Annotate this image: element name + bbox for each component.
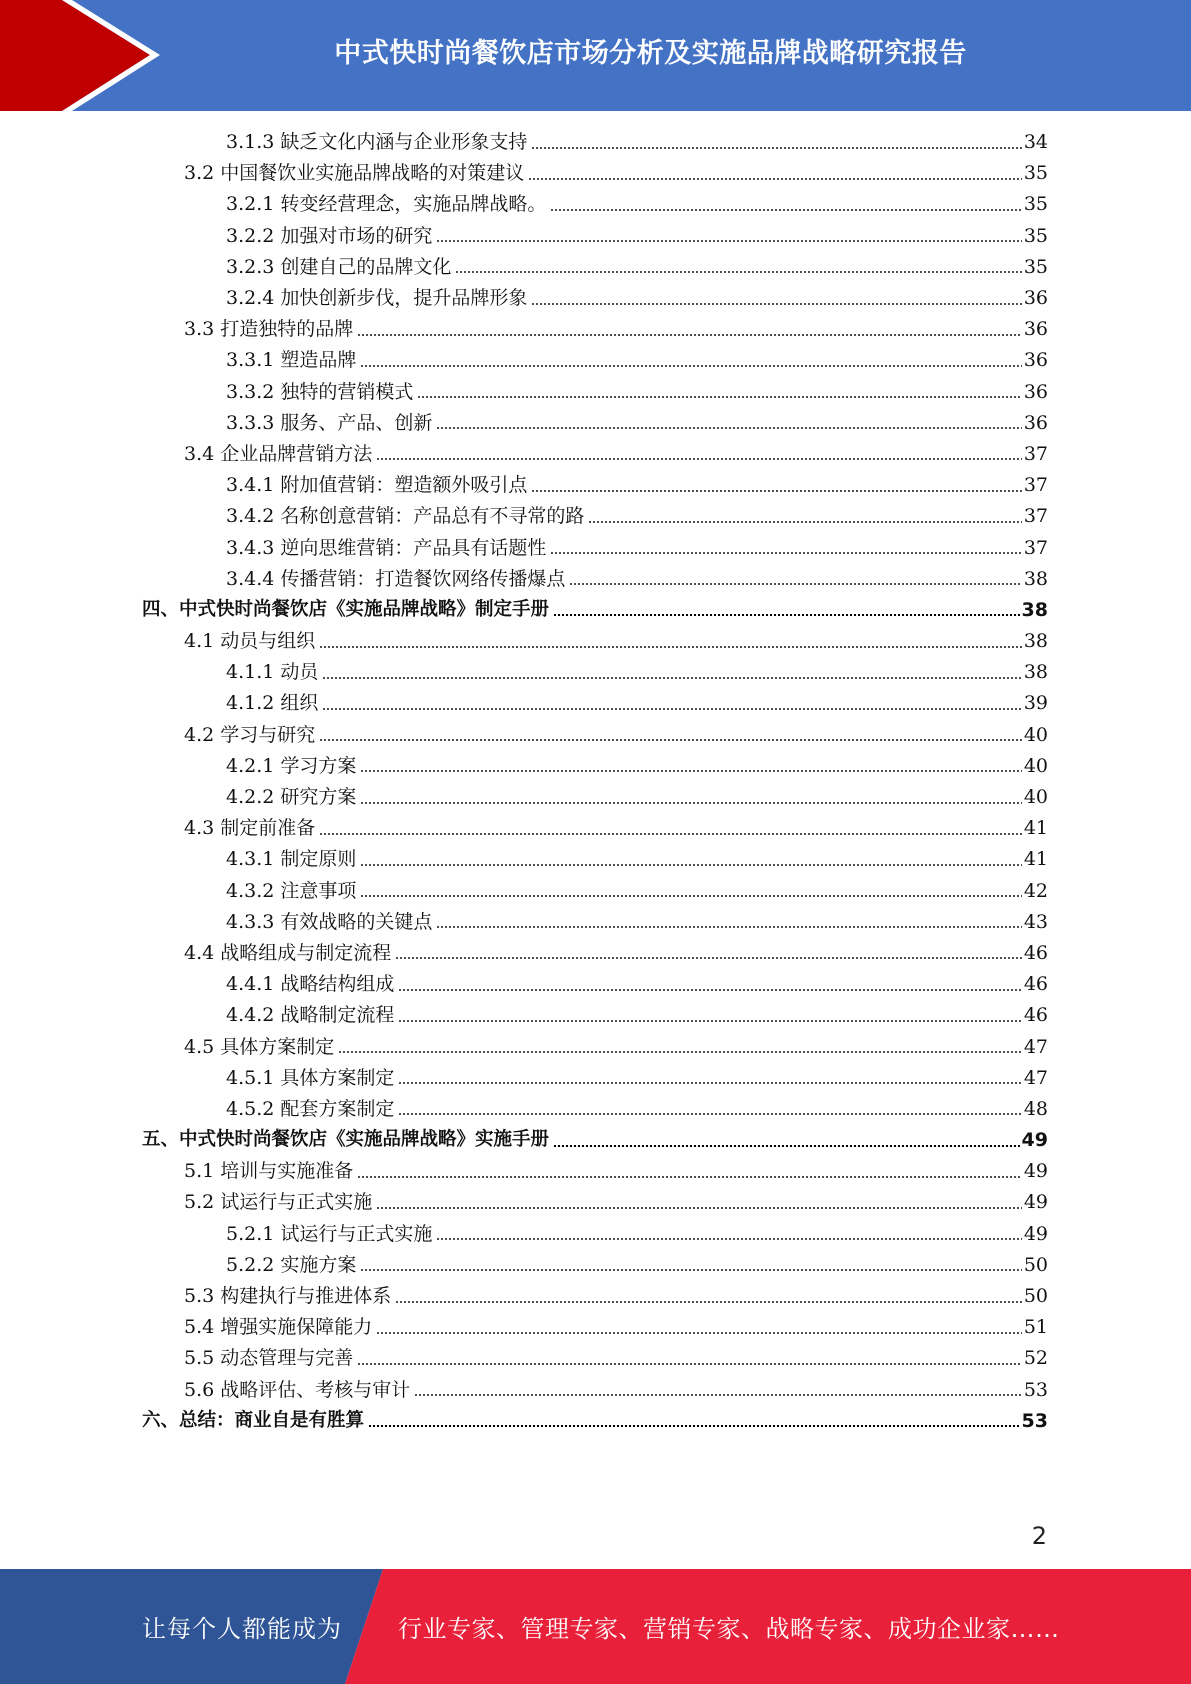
toc-entry-title: 4.4.2 战略制定流程	[226, 1004, 395, 1027]
toc-entry[interactable]	[0, 595, 1191, 626]
toc-entry-page: 40	[1023, 723, 1048, 746]
toc-entry[interactable]	[0, 657, 1191, 688]
toc-entry[interactable]	[0, 470, 1191, 501]
toc-entry-page: 37	[1023, 536, 1048, 559]
toc-entry-title: 3.3.3 服务、产品、创新	[226, 411, 433, 434]
toc-dot-leader	[360, 365, 1021, 367]
toc-dot-leader	[368, 1425, 1020, 1427]
toc-dot-leader	[395, 957, 1022, 959]
toc-entry[interactable]	[0, 1156, 1191, 1187]
toc-entry-title: 5.4 增强实施保障能力	[184, 1316, 373, 1339]
toc-entry-title: 4.2 学习与研究	[184, 723, 316, 746]
toc-entry-page: 42	[1023, 879, 1048, 902]
toc-entry-title: 六、总结：商业自是有胜算	[142, 1410, 365, 1432]
toc-entry[interactable]	[0, 189, 1191, 220]
toc-entry[interactable]	[0, 688, 1191, 719]
toc-entry[interactable]	[0, 221, 1191, 252]
toc-entry-title: 3.2.2 加强对市场的研究	[226, 224, 433, 247]
toc-entry[interactable]	[0, 938, 1191, 969]
toc-entry-title: 五、中式快时尚餐饮店《实施品牌战略》实施手册	[142, 1129, 550, 1151]
toc-entry[interactable]	[0, 377, 1191, 408]
toc-entry[interactable]	[0, 1187, 1191, 1218]
toc-entry-page: 35	[1023, 193, 1048, 216]
toc-dot-leader	[528, 178, 1022, 180]
toc-entry-title: 4.1.1 动员	[226, 661, 319, 684]
toc-entry-page: 49	[1023, 1222, 1048, 1245]
toc-dot-leader	[436, 427, 1021, 429]
toc-entry[interactable]	[0, 314, 1191, 345]
toc-dot-leader	[398, 989, 1021, 991]
toc-entry-title: 3.4.3 逆向思维营销：产品具有话题性	[226, 536, 547, 559]
toc-entry-page: 40	[1023, 754, 1048, 777]
toc-entry-title: 5.3 构建执行与推进体系	[184, 1285, 392, 1308]
toc-entry[interactable]	[0, 813, 1191, 844]
toc-entry-title: 3.4.4 传播营销：打造餐饮网络传播爆点	[226, 567, 566, 590]
toc-entry[interactable]	[0, 1125, 1191, 1156]
toc-entry-title: 4.3 制定前准备	[184, 817, 316, 840]
toc-entry-page: 49	[1023, 1191, 1048, 1214]
footer-slogan-left: 让每个人都能成为	[142, 1615, 342, 1643]
toc-entry[interactable]	[0, 626, 1191, 657]
toc-entry-page: 50	[1023, 1253, 1048, 1276]
toc-entry-page: 41	[1023, 817, 1048, 840]
toc-entry[interactable]	[0, 1406, 1191, 1437]
toc-entry-page: 50	[1023, 1285, 1048, 1308]
table-of-contents	[0, 127, 1191, 1437]
toc-entry-title: 5.2.2 实施方案	[226, 1253, 357, 1276]
toc-entry-page: 36	[1023, 318, 1048, 341]
toc-entry-title: 3.3 打造独特的品牌	[184, 318, 354, 341]
toc-entry[interactable]	[0, 532, 1191, 563]
toc-entry-page: 53	[1023, 1378, 1048, 1401]
toc-dot-leader	[357, 1176, 1022, 1178]
toc-entry-page: 36	[1023, 287, 1048, 310]
toc-dot-leader	[398, 1113, 1021, 1115]
toc-entry-page: 35	[1023, 224, 1048, 247]
toc-entry-title: 3.2 中国餐饮业实施品牌战略的对策建议	[184, 162, 525, 185]
toc-dot-leader	[319, 833, 1022, 835]
toc-entry-page: 49	[1021, 1129, 1048, 1152]
toc-entry-title: 3.3.1 塑造品牌	[226, 349, 357, 372]
toc-entry[interactable]	[0, 1000, 1191, 1031]
toc-entry-page: 46	[1023, 941, 1048, 964]
toc-entry[interactable]	[0, 564, 1191, 595]
toc-entry-title: 3.1.3 缺乏文化内涵与企业形象支持	[226, 131, 528, 154]
toc-entry-title: 4.2.2 研究方案	[226, 786, 357, 809]
toc-entry-page: 48	[1023, 1097, 1048, 1120]
toc-dot-leader	[322, 708, 1021, 710]
toc-dot-leader	[436, 1238, 1021, 1240]
toc-dot-leader	[531, 303, 1021, 305]
toc-entry-page: 39	[1023, 692, 1048, 715]
toc-entry-title: 3.2.1 转变经营理念，实施品牌战略。	[226, 193, 547, 216]
toc-entry-title: 3.4 企业品牌营销方法	[184, 442, 373, 465]
toc-entry[interactable]	[0, 876, 1191, 907]
toc-dot-leader	[376, 1332, 1022, 1334]
toc-entry-title: 4.4.1 战略结构组成	[226, 973, 395, 996]
toc-dot-leader	[531, 490, 1021, 492]
toc-dot-leader	[338, 1051, 1022, 1053]
toc-entry-title: 4.1.2 组织	[226, 692, 319, 715]
toc-dot-leader	[553, 614, 1020, 616]
toc-dot-leader	[360, 864, 1021, 866]
toc-entry-title: 4.5 具体方案制定	[184, 1035, 335, 1058]
toc-entry-title: 4.4 战略组成与制定流程	[184, 941, 392, 964]
toc-dot-leader	[414, 1394, 1022, 1396]
toc-dot-leader	[531, 147, 1021, 149]
toc-entry-title: 3.4.1 附加值营销：塑造额外吸引点	[226, 474, 528, 497]
toc-entry-page: 34	[1023, 131, 1048, 154]
toc-dot-leader	[376, 1207, 1022, 1209]
toc-entry[interactable]	[0, 1094, 1191, 1125]
toc-entry-page: 35	[1023, 255, 1048, 278]
toc-dot-leader	[322, 677, 1021, 679]
toc-dot-leader	[360, 1269, 1021, 1271]
toc-entry-page: 38	[1021, 598, 1048, 621]
toc-entry-page: 40	[1023, 786, 1048, 809]
toc-entry-page: 41	[1023, 848, 1048, 871]
toc-entry[interactable]	[0, 408, 1191, 439]
report-title: 中式快时尚餐饮店市场分析及实施品牌战略研究报告	[334, 37, 967, 69]
toc-entry-title: 3.2.4 加快创新步伐，提升品牌形象	[226, 287, 528, 310]
toc-entry-title: 4.1 动员与组织	[184, 630, 316, 653]
toc-entry-title: 5.2 试运行与正式实施	[184, 1191, 373, 1214]
footer-slogan-right: 行业专家、管理专家、营销专家、战略专家、成功企业家……	[398, 1615, 1060, 1643]
toc-entry-page: 49	[1023, 1160, 1048, 1183]
toc-entry-title: 5.6 战略评估、考核与审计	[184, 1378, 411, 1401]
toc-entry-page: 35	[1023, 162, 1048, 185]
toc-entry-title: 4.3.3 有效战略的关键点	[226, 910, 433, 933]
toc-dot-leader	[395, 1301, 1022, 1303]
toc-dot-leader	[398, 1020, 1021, 1022]
red-chevron-icon	[0, 0, 160, 111]
toc-dot-leader	[357, 1363, 1022, 1365]
toc-entry[interactable]	[0, 1375, 1191, 1406]
toc-entry-page: 38	[1023, 630, 1048, 653]
toc-entry-title: 4.3.2 注意事项	[226, 879, 357, 902]
toc-entry-page: 52	[1023, 1347, 1048, 1370]
toc-dot-leader	[398, 1082, 1021, 1084]
toc-entry[interactable]	[0, 1312, 1191, 1343]
toc-entry[interactable]	[0, 1063, 1191, 1094]
toc-entry-page: 37	[1023, 505, 1048, 528]
toc-dot-leader	[376, 458, 1022, 460]
toc-entry-title: 3.2.3 创建自己的品牌文化	[226, 255, 452, 278]
toc-entry[interactable]	[0, 1343, 1191, 1374]
toc-dot-leader	[550, 552, 1021, 554]
toc-entry-title: 3.4.2 名称创意营销：产品总有不寻常的路	[226, 505, 585, 528]
toc-entry[interactable]	[0, 751, 1191, 782]
toc-dot-leader	[569, 583, 1021, 585]
toc-entry-page: 37	[1023, 474, 1048, 497]
toc-entry-title: 5.2.1 试运行与正式实施	[226, 1222, 433, 1245]
toc-entry[interactable]	[0, 439, 1191, 470]
toc-entry[interactable]	[0, 127, 1191, 158]
toc-dot-leader	[319, 739, 1022, 741]
toc-dot-leader	[417, 396, 1021, 398]
toc-dot-leader	[360, 770, 1021, 772]
toc-entry-title: 4.5.2 配套方案制定	[226, 1097, 395, 1120]
toc-entry[interactable]	[0, 969, 1191, 1000]
toc-entry[interactable]	[0, 501, 1191, 532]
toc-entry[interactable]	[0, 345, 1191, 376]
toc-entry-title: 5.5 动态管理与完善	[184, 1347, 354, 1370]
toc-entry-page: 46	[1023, 973, 1048, 996]
toc-dot-leader	[553, 1145, 1020, 1147]
toc-entry[interactable]	[0, 782, 1191, 813]
toc-entry-page: 43	[1023, 910, 1048, 933]
toc-entry-title: 4.5.1 具体方案制定	[226, 1066, 395, 1089]
toc-entry[interactable]	[0, 1250, 1191, 1281]
page-header	[0, 0, 1191, 111]
toc-entry-page: 36	[1023, 411, 1048, 434]
toc-entry-page: 47	[1023, 1035, 1048, 1058]
toc-dot-leader	[360, 802, 1021, 804]
toc-entry-page: 46	[1023, 1004, 1048, 1027]
toc-entry-title: 3.3.2 独特的营销模式	[226, 380, 414, 403]
toc-entry[interactable]	[0, 1219, 1191, 1250]
toc-dot-leader	[550, 209, 1021, 211]
toc-entry-page: 37	[1023, 442, 1048, 465]
toc-entry-title: 5.1 培训与实施准备	[184, 1160, 354, 1183]
toc-entry-page: 38	[1023, 567, 1048, 590]
toc-entry[interactable]	[0, 283, 1191, 314]
toc-entry-page: 36	[1023, 380, 1048, 403]
toc-dot-leader	[360, 895, 1021, 897]
toc-dot-leader	[455, 271, 1021, 273]
toc-entry[interactable]	[0, 720, 1191, 751]
toc-entry-title: 四、中式快时尚餐饮店《实施品牌战略》制定手册	[142, 599, 550, 621]
toc-dot-leader	[436, 240, 1021, 242]
toc-entry-page: 47	[1023, 1066, 1048, 1089]
toc-entry-page: 36	[1023, 349, 1048, 372]
toc-entry[interactable]	[0, 158, 1191, 189]
page-footer	[0, 1569, 1191, 1684]
toc-dot-leader	[588, 521, 1021, 523]
toc-entry[interactable]	[0, 844, 1191, 875]
toc-entry-title: 4.2.1 学习方案	[226, 754, 357, 777]
toc-entry-title: 4.3.1 制定原则	[226, 848, 357, 871]
toc-entry[interactable]	[0, 1031, 1191, 1062]
toc-entry-page: 53	[1021, 1409, 1048, 1432]
toc-dot-leader	[357, 334, 1022, 336]
toc-entry-page: 51	[1023, 1316, 1048, 1339]
toc-entry[interactable]	[0, 1281, 1191, 1312]
page-number: 2	[1031, 1522, 1047, 1550]
toc-dot-leader	[436, 926, 1021, 928]
toc-entry[interactable]	[0, 252, 1191, 283]
toc-entry[interactable]	[0, 907, 1191, 938]
toc-entry-page: 38	[1023, 661, 1048, 684]
toc-dot-leader	[319, 646, 1022, 648]
